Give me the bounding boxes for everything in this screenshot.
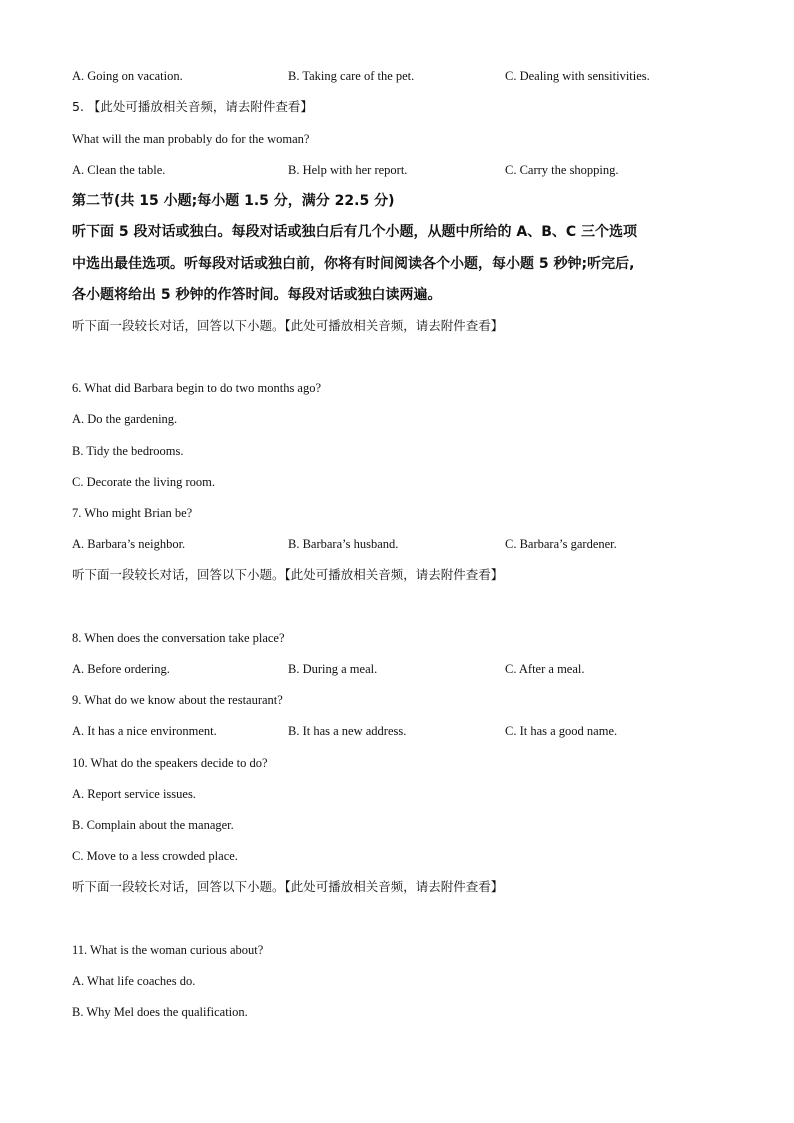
q8-question: 8. When does the conversation take place?: [72, 631, 285, 645]
q8-option-a: A. Before ordering.: [72, 662, 170, 676]
q6-question: 6. What did Barbara begin to do two months ago?: [72, 381, 322, 395]
q10-option-c: C. Move to a less crowded place.: [72, 849, 238, 863]
q5-option-a: A. Clean the table.: [72, 163, 166, 177]
q4-option-a: A. Going on vacation.: [72, 69, 183, 83]
section2-instruction-line2: 中选出最佳选项。听每段对话或独白前，你将有时间阅读各个小题，每小题 5 秒钟;听完后,: [72, 256, 635, 272]
listen-prompt-2: 听下面一段较长对话，回答以下小题。【此处可播放相关音频，请去附件查看】: [72, 567, 504, 582]
q10-option-b: B. Complain about the manager.: [72, 818, 234, 832]
q7-question: 7. Who might Brian be?: [72, 506, 193, 520]
section2-title: 第二节(共 15 小题;每小题 1.5 分，满分 22.5 分): [72, 193, 395, 209]
q8-option-b: B. During a meal.: [288, 662, 378, 676]
q6-option-a: A. Do the gardening.: [72, 412, 178, 426]
q11-option-b: B. Why Mel does the qualification.: [72, 1005, 248, 1019]
section2-instruction-line1: 听下面 5 段对话或独白。每段对话或独白后有几个小题，从题中所给的 A、B、C 三个选项: [72, 224, 638, 240]
q5-option-c: C. Carry the shopping.: [505, 163, 619, 177]
q7-option-b: B. Barbara’s husband.: [288, 537, 399, 551]
q9-option-a: A. It has a nice environment.: [72, 724, 217, 738]
listen-prompt-3: 听下面一段较长对话，回答以下小题。【此处可播放相关音频，请去附件查看】: [72, 879, 504, 894]
q9-option-b: B. It has a new address.: [288, 724, 407, 738]
q6-option-c: C. Decorate the living room.: [72, 475, 216, 489]
q5-question: What will the man probably do for the woman?: [72, 132, 310, 146]
q11-option-a: A. What life coaches do.: [72, 974, 196, 988]
q10-option-a: A. Report service issues.: [72, 787, 196, 801]
q9-question: 9. What do we know about the restaurant?: [72, 693, 283, 707]
q8-option-c: C. After a meal.: [505, 662, 585, 676]
section2-instruction-line3: 各小题将给出 5 秒钟的作答时间。每段对话或独白读两遍。: [72, 287, 442, 303]
q11-question: 11. What is the woman curious about?: [72, 943, 264, 957]
q10-question: 10. What do the speakers decide to do?: [72, 756, 268, 770]
q5-header: 5. 【此处可播放相关音频，请去附件查看】: [72, 99, 313, 114]
q7-option-c: C. Barbara’s gardener.: [505, 537, 617, 551]
q6-option-b: B. Tidy the bedrooms.: [72, 444, 184, 458]
q5-option-b: B. Help with her report.: [288, 163, 408, 177]
q9-option-c: C. It has a good name.: [505, 724, 618, 738]
listen-prompt-1: 听下面一段较长对话，回答以下小题。【此处可播放相关音频，请去附件查看】: [72, 318, 504, 333]
q7-option-a: A. Barbara’s neighbor.: [72, 537, 186, 551]
q4-option-c: C. Dealing with sensitivities.: [505, 69, 650, 83]
q4-option-b: B. Taking care of the pet.: [288, 69, 415, 83]
